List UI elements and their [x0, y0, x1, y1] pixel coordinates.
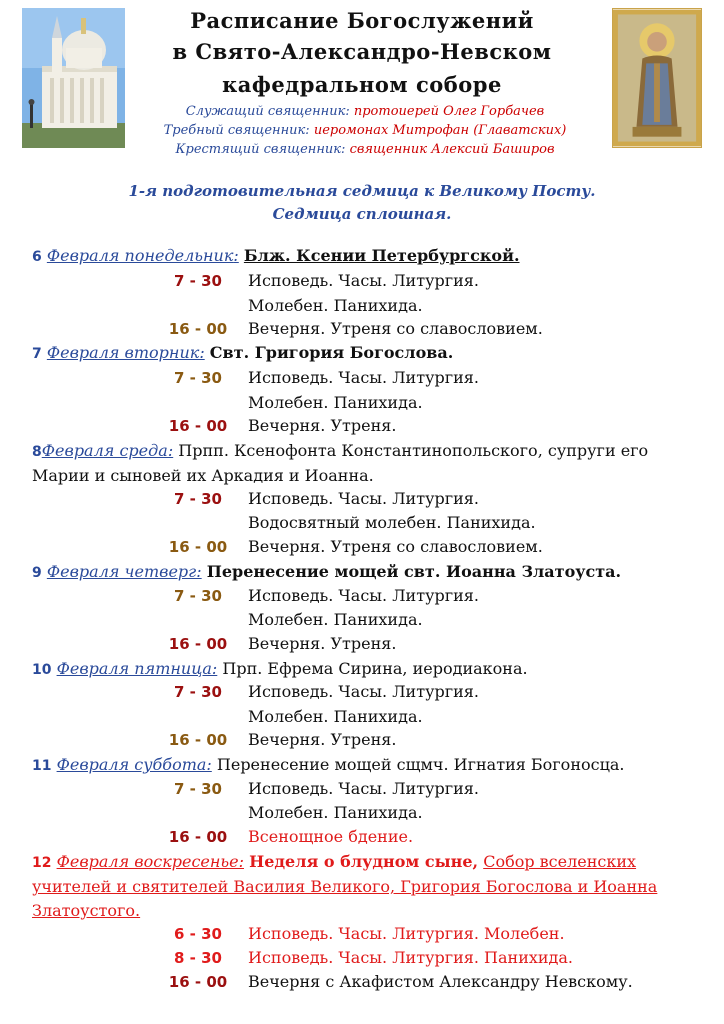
service-time: 16 - 00 [168, 731, 228, 749]
day-name: Февраля среда: [41, 441, 174, 460]
day-header [32, 244, 692, 269]
service-text: Молебен. Панихида. [248, 296, 423, 315]
day-header [32, 850, 692, 923]
service-time: 6 - 30 [174, 925, 222, 943]
saint-icon-image [612, 8, 702, 148]
day-number: 12 [32, 855, 52, 871]
day-header [32, 439, 692, 488]
clergy-role: Служащий священник: [185, 104, 354, 119]
service-time: 7 - 30 [174, 780, 222, 798]
page-title-line-1: Расписание Богослужений [190, 8, 534, 33]
clergy-line-serving [150, 103, 580, 121]
day-header [32, 753, 692, 778]
service-time: 16 - 00 [168, 320, 228, 338]
service-text: Исповедь. Часы. Литургия. [248, 682, 479, 701]
service-text: Молебен. Панихида. [248, 707, 423, 726]
feast-name: Свт. Григория Богослова. [209, 343, 454, 362]
service-text: Молебен. Панихида. [248, 393, 423, 412]
day-number: 8 [32, 444, 42, 460]
service-time: 7 - 30 [174, 490, 222, 508]
service-time: 16 - 00 [168, 635, 228, 653]
day-separator: : [233, 246, 239, 265]
page-title-line-2: в Свято-Александро-Невском [172, 39, 552, 64]
day-name: Февраля пятница: [56, 659, 218, 678]
day-name: Февраля суббота: [56, 755, 212, 774]
day-name: Февраля воскресенье: [56, 852, 244, 871]
day-name: Февраля понедельник [46, 246, 234, 265]
service-text: Исповедь. Часы. Литургия. Панихида. [248, 948, 574, 967]
day-number: 6 [32, 249, 42, 265]
clergy-name: протоиерей Олег Горбачев [353, 104, 545, 119]
service-time: 8 - 30 [174, 949, 222, 967]
week-heading-line-2: Седмица сплошная. [272, 205, 452, 223]
service-text: Вечерня. Утреня со славословием. [248, 537, 543, 556]
service-text: Вечерня с Акафистом Александру Невскому. [248, 972, 633, 991]
page-title-line-3: кафедральном соборе [222, 72, 502, 97]
day-name: Февраля вторник: [46, 343, 205, 362]
service-text: Исповедь. Часы. Литургия. [248, 779, 479, 798]
feast-name: Неделя о блудном сыне, [249, 852, 479, 871]
day-number: 11 [32, 758, 52, 774]
clergy-role: Требный священник: [163, 123, 314, 138]
service-time: 16 - 00 [168, 828, 228, 846]
feast-name: Прп. Ефрема Сирина, иеродиакона. [222, 659, 528, 678]
feast-name-continued: Собор вселенских учителей и святителей Василия Великого, Григория Богослова и Иоанна Златоустого. [32, 852, 658, 920]
service-time: 16 - 00 [168, 538, 228, 556]
week-heading-line-1: 1-я подготовительная седмица к Великому Посту. [128, 182, 596, 200]
service-text: Вечерня. Утреня со славословием. [248, 319, 543, 338]
clergy-role: Крестящий священник: [175, 142, 350, 157]
service-text: Исповедь. Часы. Литургия. [248, 586, 479, 605]
service-text: Исповедь. Часы. Литургия. [248, 489, 479, 508]
day-number: 7 [32, 346, 42, 362]
service-time: 7 - 30 [174, 587, 222, 605]
clergy-line-baptism [150, 141, 580, 159]
feast-name: Перенесение мощей сщмч. Игнатия Богоносца. [216, 755, 625, 774]
service-time: 16 - 00 [168, 973, 228, 991]
clergy-name: священник Алексий Баширов [349, 142, 555, 157]
service-time: 7 - 30 [174, 369, 222, 387]
clergy-name: иеромонах Митрофан (Главатских) [313, 123, 567, 138]
service-text: Молебен. Панихида. [248, 803, 423, 822]
service-text: Водосвятный молебен. Панихида. [248, 513, 536, 532]
service-text: Молебен. Панихида. [248, 610, 423, 629]
day-header [32, 560, 692, 585]
service-text: Всенощное бдение. [248, 827, 414, 846]
service-time: 7 - 30 [174, 683, 222, 701]
feast-name: Блж. Ксении Петербургской. [243, 246, 520, 265]
clergy-line-treby [150, 122, 580, 140]
service-time: 16 - 00 [168, 417, 228, 435]
service-text: Вечерня. Утреня. [248, 634, 397, 653]
day-number: 10 [32, 662, 52, 678]
service-text: Вечерня. Утреня. [248, 416, 397, 435]
day-header [32, 657, 692, 682]
day-name: Февраля четверг: [46, 562, 202, 581]
cathedral-image [22, 8, 125, 148]
feast-name: Перенесение мощей свт. Иоанна Златоуста. [206, 562, 622, 581]
service-text: Исповедь. Часы. Литургия. [248, 368, 479, 387]
day-number: 9 [32, 565, 42, 581]
service-text: Исповедь. Часы. Литургия. Молебен. [248, 924, 565, 943]
day-header [32, 341, 692, 366]
service-text: Вечерня. Утреня. [248, 730, 397, 749]
service-time: 7 - 30 [174, 272, 222, 290]
service-text: Исповедь. Часы. Литургия. [248, 271, 479, 290]
feast-name: Прпп. Ксенофонта Константинопольского, супруги его Марии и сыновей их Аркадия и Иоанна. [32, 441, 649, 485]
